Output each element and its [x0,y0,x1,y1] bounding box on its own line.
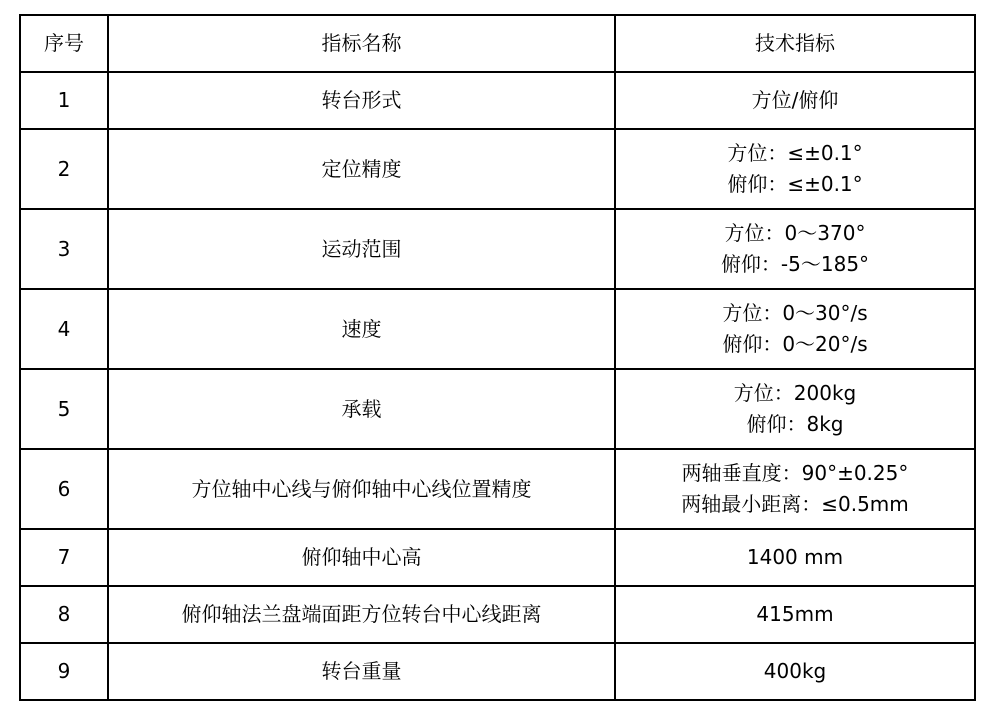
table-row [20,529,975,586]
row-technical-spec [615,72,975,129]
table-row [20,449,975,529]
row-technical-spec [615,209,975,289]
spec-line: 俯仰：0～20°/s [722,332,868,356]
spec-line: 方位：0～30°/s [722,301,868,325]
table-row [20,369,975,449]
row-indicator-name: 俯仰轴法兰盘端面距方位转台中心线距离 [108,586,615,643]
row-technical-spec [615,586,975,643]
spec-table [19,14,976,701]
row-technical-spec [615,643,975,700]
spec-line: 1400 mm [746,545,844,569]
row-technical-spec [615,529,975,586]
row-indicator-name: 转台重量 [108,643,615,700]
header-indicator-name: 指标名称 [108,15,615,72]
row-technical-spec [615,129,975,209]
table-header-row [20,15,975,72]
header-technical-spec: 技术指标 [615,15,975,72]
spec-line: 方位/俯仰 [751,88,839,112]
row-technical-spec [615,289,975,369]
row-indicator-name: 转台形式 [108,72,615,129]
row-indicator-name: 运动范围 [108,209,615,289]
table-row [20,586,975,643]
spec-line: 俯仰：≤±0.1° [727,172,863,196]
spec-line: 415mm [756,602,834,626]
spec-line: 方位：≤±0.1° [727,141,863,165]
spec-line: 方位：0～370° [724,221,866,245]
spec-line: 俯仰：-5～185° [720,252,870,276]
row-technical-spec [615,449,975,529]
row-index: 2 [20,129,108,209]
spec-line: 两轴垂直度：90°±0.25° [681,461,909,485]
row-technical-spec [615,369,975,449]
row-index: 8 [20,586,108,643]
row-indicator-name: 定位精度 [108,129,615,209]
row-index: 5 [20,369,108,449]
row-indicator-name: 方位轴中心线与俯仰轴中心线位置精度 [108,449,615,529]
row-indicator-name: 承载 [108,369,615,449]
row-index: 9 [20,643,108,700]
row-index: 1 [20,72,108,129]
spec-line: 俯仰：8kg [746,412,844,436]
table-row [20,209,975,289]
table-row [20,129,975,209]
table-row [20,72,975,129]
row-index: 7 [20,529,108,586]
row-index: 6 [20,449,108,529]
row-index: 4 [20,289,108,369]
row-indicator-name: 速度 [108,289,615,369]
row-indicator-name: 俯仰轴中心高 [108,529,615,586]
header-index: 序号 [20,15,108,72]
table-row [20,289,975,369]
spec-line: 400kg [763,659,827,683]
row-index: 3 [20,209,108,289]
spec-line: 方位：200kg [733,381,857,405]
table-row [20,643,975,700]
spec-line: 两轴最小距离：≤0.5mm [681,492,909,516]
